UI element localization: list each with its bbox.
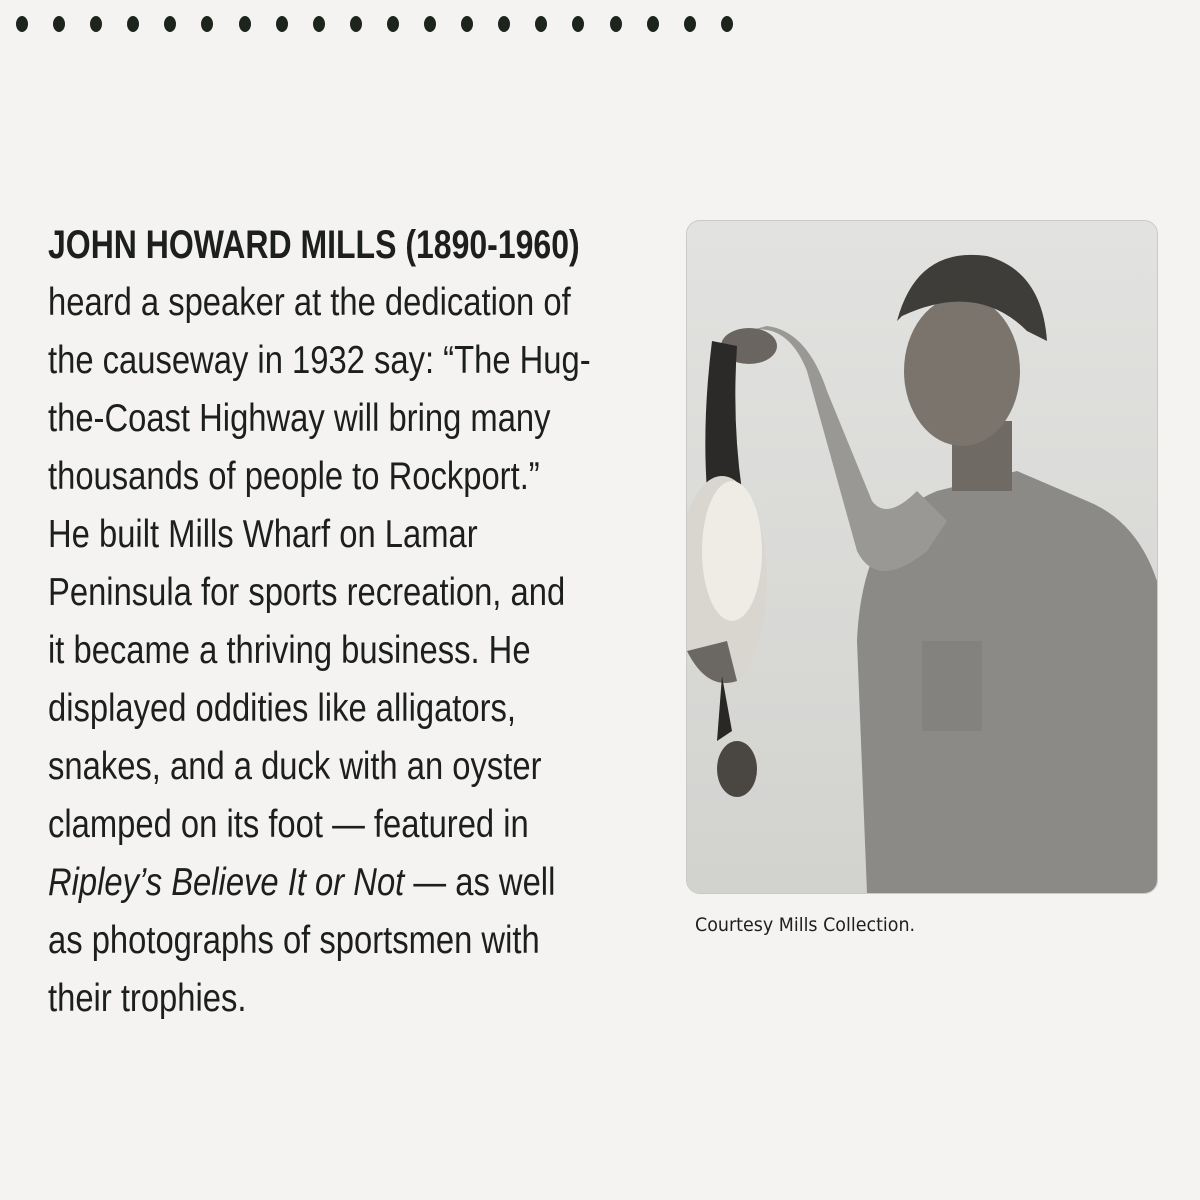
body-line: He built Mills Wharf on Lamar [48, 513, 478, 556]
body-line: the-Coast Highway will bring many [48, 397, 551, 440]
dot-decoration [387, 16, 399, 32]
article-text [48, 216, 768, 1028]
dot-decoration [239, 16, 251, 32]
dot-decoration [16, 16, 28, 32]
dot-decoration [535, 16, 547, 32]
dot-decoration [127, 16, 139, 32]
dot-decoration [424, 16, 436, 32]
body-line: displayed oddities like alligators, [48, 687, 516, 730]
body-line: heard a speaker at the dedication of [48, 281, 571, 324]
body-line: snakes, and a duck with an oyster [48, 745, 542, 788]
dot-decoration [572, 16, 584, 32]
historical-photo [686, 220, 1158, 894]
dot-decoration [164, 16, 176, 32]
body-line [48, 854, 653, 912]
man-holding-duck-image [687, 221, 1157, 893]
dot-decoration [90, 16, 102, 32]
body-line: clamped on its foot — featured in [48, 803, 529, 846]
dot-decoration [721, 16, 733, 32]
article-heading: JOHN HOWARD MILLS (1890-1960) [48, 223, 580, 267]
dot-decoration [350, 16, 362, 32]
dot-decoration [313, 16, 325, 32]
dot-decoration [276, 16, 288, 32]
body-line: as photographs of sportsmen with [48, 919, 540, 962]
body-line: thousands of people to Rockport.” [48, 455, 540, 498]
dot-decoration [647, 16, 659, 32]
dot-decoration [610, 16, 622, 32]
dot-row-decoration [16, 16, 733, 32]
body-text: — as well [404, 861, 556, 904]
photo-caption: Courtesy Mills Collection. [695, 914, 916, 936]
body-line: Peninsula for sports recreation, and [48, 571, 566, 614]
dot-decoration [201, 16, 213, 32]
dot-decoration [684, 16, 696, 32]
body-line: it became a thriving business. He [48, 629, 531, 672]
body-line: the causeway in 1932 say: “The Hug- [48, 339, 591, 382]
publication-title: Ripley’s Believe It or Not [48, 861, 405, 904]
dot-decoration [498, 16, 510, 32]
dot-decoration [461, 16, 473, 32]
body-line: their trophies. [48, 977, 247, 1020]
dot-decoration [53, 16, 65, 32]
